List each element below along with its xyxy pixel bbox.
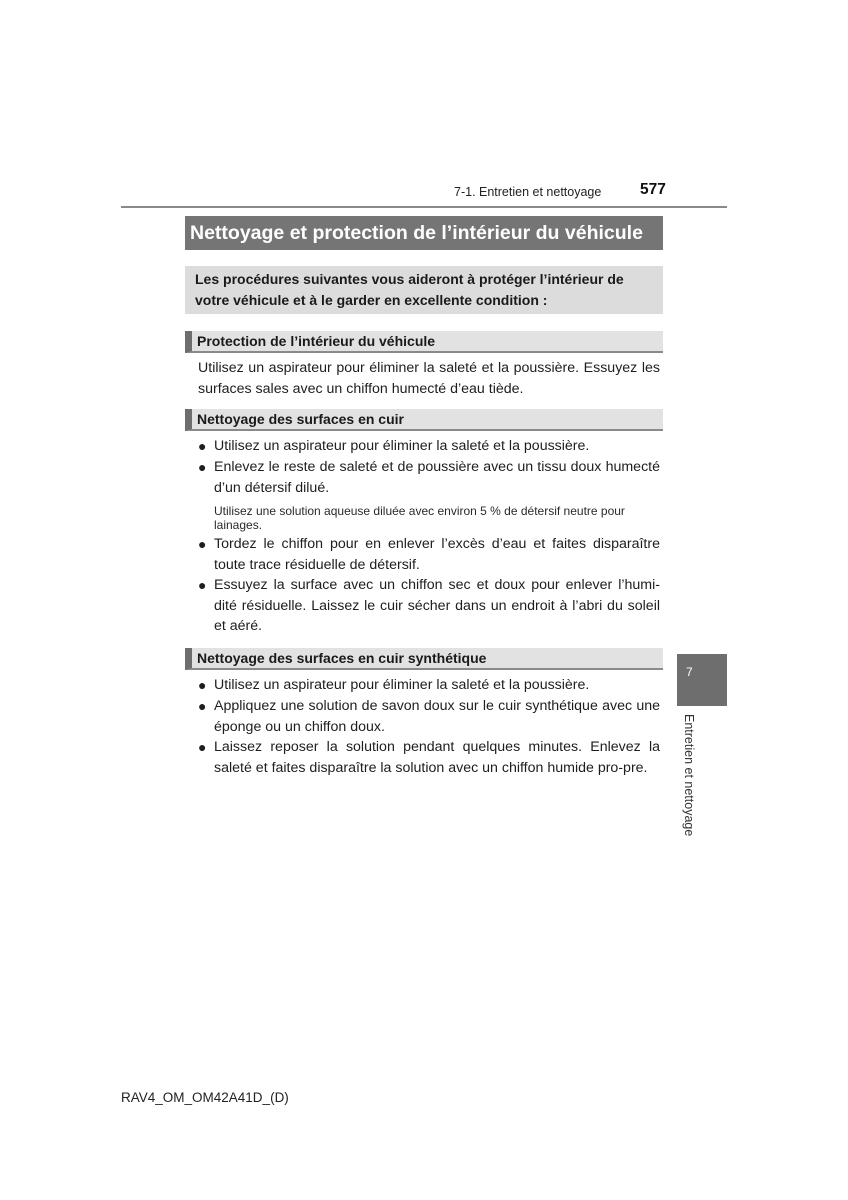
- list-item: [198, 696, 660, 737]
- list-item-text: Laissez reposer la solution pendant quelques minutes. Enlevez la saleté et faites disparaître la solution avec un chiffon humide pro-pre.: [214, 739, 660, 776]
- chapter-title-vertical: Entretien et nettoyage: [682, 714, 696, 837]
- list-item: [198, 675, 660, 696]
- list-item: [198, 575, 660, 637]
- section-heading-synthetic-leather: Nettoyage des surfaces en cuir synthétique: [185, 648, 663, 670]
- list-item-text: Utilisez un aspirateur pour éliminer la saleté et la poussière.: [214, 677, 590, 693]
- section-heading-leather: Nettoyage des surfaces en cuir: [185, 409, 663, 431]
- bullet-icon: ●: [198, 677, 207, 693]
- list-item: [198, 457, 660, 498]
- footer-document-code: RAV4_OM_OM42A41D_(D): [121, 1090, 289, 1105]
- chapter-number: 7: [686, 665, 693, 679]
- section-body-protection: Utilisez un aspirateur pour éliminer la saleté et la poussière. Essuyez les surfaces sales avec un chiffon humecté d’eau tiède.: [198, 360, 660, 397]
- intro-box: [185, 266, 663, 314]
- section-heading-protection: Protection de l’intérieur du véhicule: [185, 331, 663, 353]
- bullet-icon: ●: [198, 577, 207, 593]
- chapter-tab: [677, 654, 727, 706]
- list-item-text: Enlevez le reste de saleté et de poussière avec un tissu doux humecté d’un détersif dilué.: [214, 459, 660, 496]
- bullet-icon: ●: [198, 438, 207, 454]
- list-item: [198, 436, 660, 457]
- page-title: Nettoyage et protection de l’intérieur du véhicule: [185, 216, 663, 250]
- list-item-text: Essuyez la surface avec un chiffon sec et doux pour enlever l’humi-dité résiduelle. Laissez le cuir sécher dans un endroit à l’abri du soleil et aéré.: [214, 577, 660, 634]
- bullet-icon: ●: [198, 739, 207, 755]
- header-rule: [121, 206, 727, 208]
- bullet-icon: ●: [198, 459, 207, 475]
- list-item: [198, 534, 660, 575]
- list-item-text: Tordez le chiffon pour en enlever l’excès d’eau et faites disparaître toute trace résiduelle de détersif.: [214, 536, 660, 573]
- intro-line-2: votre véhicule et à le garder en excellente condition :: [195, 291, 548, 308]
- intro-line-1: Les procédures suivantes vous aideront à protéger l’intérieur de: [195, 271, 624, 287]
- bullet-icon: ●: [198, 698, 207, 714]
- note-text: Utilisez une solution aqueuse diluée avec environ 5 % de détersif neutre pour lainages.: [214, 504, 625, 532]
- list-item: [198, 737, 660, 778]
- header-section-title: 7-1. Entretien et nettoyage: [454, 185, 602, 199]
- bullet-icon: ●: [198, 536, 207, 552]
- list-item-text: Utilisez un aspirateur pour éliminer la saleté et la poussière.: [214, 438, 590, 454]
- list-item-text: Appliquez une solution de savon doux sur le cuir synthétique avec une éponge ou un chiffon doux.: [214, 698, 660, 735]
- page-number: 577: [640, 181, 666, 198]
